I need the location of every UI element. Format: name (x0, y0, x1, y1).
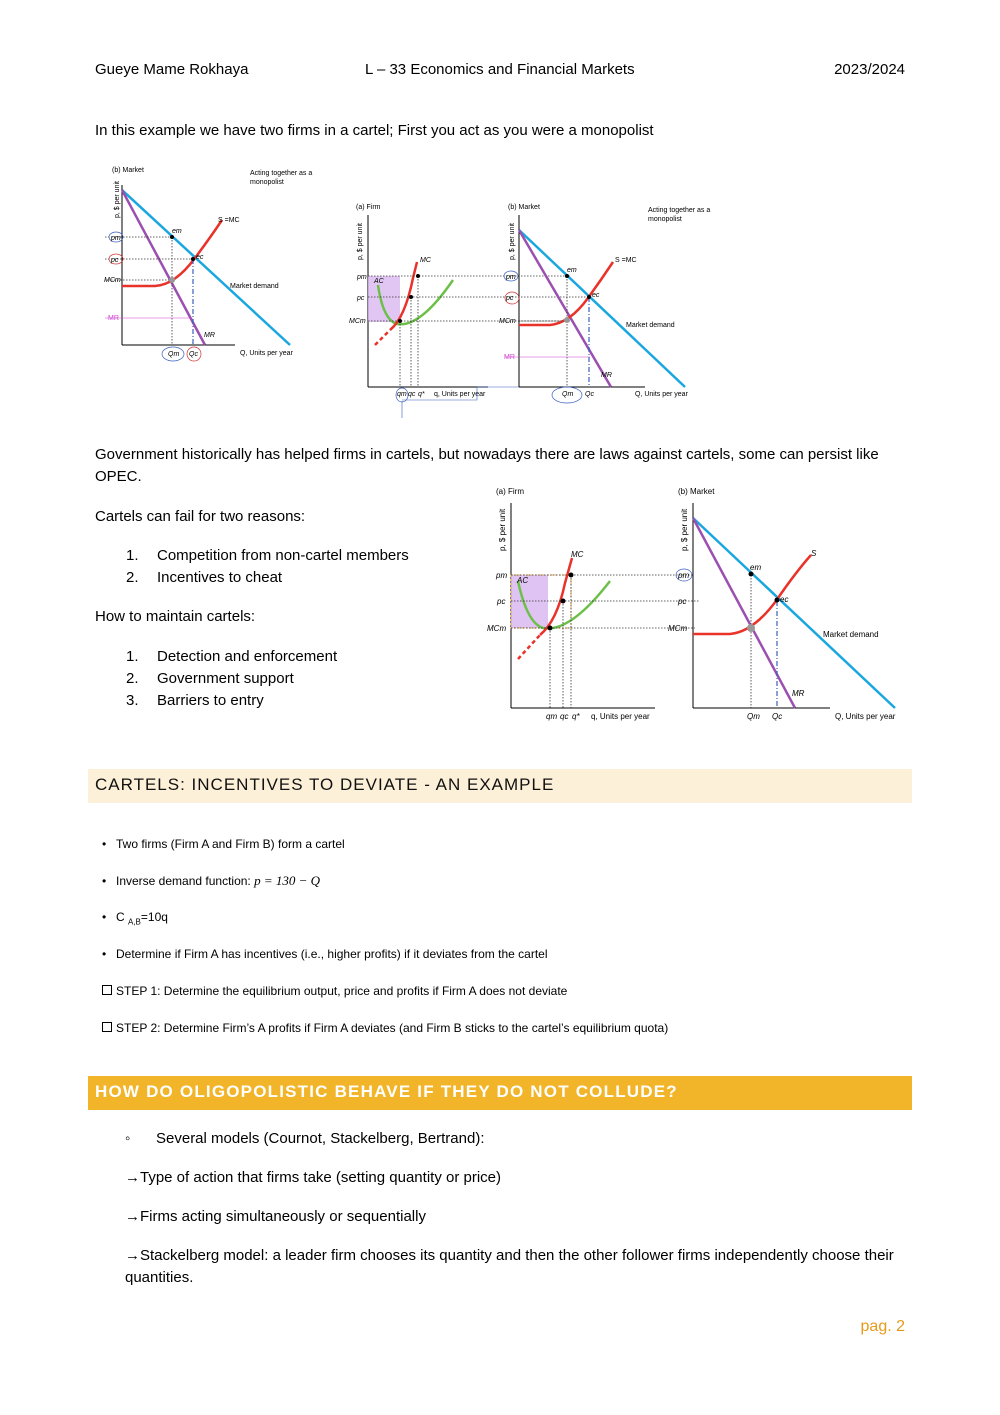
svg-text:ec: ec (592, 292, 600, 299)
svg-text:pc: pc (678, 597, 687, 606)
svg-text:Qm: Qm (562, 391, 574, 398)
svg-text:pm: pm (357, 274, 367, 281)
svg-text:Market demand: Market demand (230, 283, 279, 290)
models-bullet: ◦ Several models (Cournot, Stackelberg, Bertrand): (125, 1130, 485, 1147)
svg-text:MCm: MCm (349, 318, 366, 325)
svg-text:AC: AC (374, 278, 384, 285)
svg-text:p, $ per unit: p, $ per unit (357, 223, 364, 260)
svg-text:p, $ per unit: p, $ per unit (680, 508, 689, 551)
svg-text:q*: q* (572, 712, 580, 721)
svg-text:qc: qc (560, 712, 569, 721)
svg-text:S: S (811, 549, 817, 558)
svg-text:pm: pm (678, 571, 690, 580)
example-bullet-3: • C $_{A,B}$=10q (102, 910, 168, 927)
svg-text:MR: MR (792, 689, 805, 698)
svg-text:q*: q* (418, 391, 425, 398)
svg-text:qm: qm (546, 712, 558, 721)
svg-text:p, $ per unit: p, $ per unit (509, 223, 516, 260)
figure-firm-market-monopolist (345, 200, 725, 422)
svg-text:MCm: MCm (487, 624, 507, 633)
fig1-ylabel: p, $ per unit (114, 181, 121, 218)
svg-text:MR: MR (601, 372, 612, 379)
maintain-text: How to maintain cartels: (95, 608, 256, 625)
svg-text:(b) Market: (b) Market (508, 204, 540, 211)
svg-text:(b) Market: (b) Market (678, 487, 715, 496)
svg-text:Q, Units per year: Q, Units per year (635, 391, 688, 398)
list-item: 2. Government support (126, 670, 294, 687)
svg-text:MR: MR (504, 354, 515, 361)
header-author: Gueye Mame Rokhaya (95, 61, 249, 78)
svg-text:pc: pc (111, 257, 119, 264)
svg-text:MC: MC (420, 257, 431, 264)
header-course: L – 33 Economics and Financial Markets (365, 61, 635, 78)
svg-text:qm: qm (397, 391, 407, 398)
example-bullet-2: • Inverse demand function: p = 130 − Q (102, 873, 321, 888)
fig1-demand-line (122, 190, 290, 345)
svg-text:MR: MR (108, 315, 119, 322)
section-heading-cartels: CARTELS: INCENTIVES TO DEVIATE - AN EXAMPLE (88, 769, 912, 803)
svg-text:em: em (172, 228, 182, 235)
svg-text:em: em (567, 267, 577, 274)
models-arrow-2: →Firms acting simultaneously or sequentially (125, 1208, 426, 1225)
svg-text:q, Units per year: q, Units per year (434, 391, 486, 398)
section-heading-oligopoly: HOW DO OLIGOPOLISTIC BEHAVE IF THEY DO NOT COLLUDE? (88, 1076, 912, 1110)
models-arrow-1: →Type of action that firms take (setting quantity or price) (125, 1169, 501, 1186)
svg-text:Qc: Qc (772, 712, 783, 721)
header-year: 2023/2024 (834, 61, 905, 78)
svg-text:Q, Units per year: Q, Units per year (240, 350, 293, 357)
svg-text:MCm: MCm (668, 624, 688, 633)
svg-text:monopolist: monopolist (648, 216, 682, 223)
svg-text:(a) Firm: (a) Firm (356, 204, 381, 211)
svg-text:qc: qc (408, 391, 416, 398)
svg-text:Market demand: Market demand (823, 630, 879, 639)
svg-text:em: em (750, 563, 762, 572)
svg-text:AC: AC (517, 576, 529, 585)
list-item: 1. Competition from non-cartel members (126, 547, 409, 564)
models-arrow-3: →Stackelberg model: a leader firm chooses its quantity and then the other follower firms independently choose their quantities. (125, 1247, 894, 1286)
fig1-note-1: Acting together as a (250, 170, 313, 177)
svg-text:Q, Units per year: Q, Units per year (835, 712, 896, 721)
checkbox-icon (102, 985, 112, 995)
svg-text:pm: pm (111, 235, 121, 242)
svg-text:Qc: Qc (189, 351, 198, 358)
fail-text: Cartels can fail for two reasons: (95, 508, 306, 525)
list-item: 1. Detection and enforcement (126, 648, 338, 665)
figure-firm-market-cartel (485, 483, 910, 728)
svg-text:pm: pm (506, 274, 516, 281)
svg-text:ec: ec (196, 254, 204, 261)
intro-text: In this example we have two firms in a cartel; First you act as you were a monopolist (95, 122, 654, 139)
figure-market-monopolist (100, 160, 320, 365)
svg-text:pc: pc (497, 597, 506, 606)
svg-text:Qm: Qm (747, 712, 760, 721)
maintain-list (97, 646, 337, 712)
svg-text:pm: pm (496, 571, 508, 580)
example-bullet-1: • Two firms (Firm A and Firm B) form a cartel (102, 837, 345, 851)
fig1-note-2: monopolist (250, 179, 284, 186)
list-item: 3. Barriers to entry (126, 692, 264, 709)
svg-text:MR: MR (204, 332, 215, 339)
page-number: pag. 2 (860, 1318, 905, 1335)
svg-text:q, Units per year: q, Units per year (591, 712, 650, 721)
svg-text:Market demand: Market demand (626, 322, 675, 329)
svg-text:MCm: MCm (499, 318, 516, 325)
svg-text:S =MC: S =MC (218, 217, 240, 224)
svg-text:Qc: Qc (585, 391, 594, 398)
svg-text:Qm: Qm (168, 351, 180, 358)
svg-text:(a) Firm: (a) Firm (496, 487, 524, 496)
fail-list (97, 545, 409, 589)
fig1-panel-label: (b) Market (112, 167, 144, 174)
svg-text:pc: pc (506, 295, 514, 302)
svg-text:MCm: MCm (104, 277, 121, 284)
svg-text:Acting together as a: Acting together as a (648, 207, 711, 214)
checkbox-icon (102, 1022, 112, 1032)
svg-text:ec: ec (780, 595, 789, 604)
svg-text:pc: pc (357, 295, 365, 302)
svg-text:MC: MC (571, 550, 584, 559)
svg-text:p, $ per unit: p, $ per unit (498, 508, 507, 551)
list-item: 2. Incentives to cheat (126, 569, 283, 586)
example-step-2: STEP 2: Determine Firm’s A profits if Firm A deviates (and Firm B sticks to the cartel’s equilibrium quota) (102, 1021, 668, 1035)
gov-text: Government historically has helped firms in cartels, but nowadays there are laws against cartels, some can persist like OPEC. (95, 446, 879, 485)
example-step-1: STEP 1: Determine the equilibrium output, price and profits if Firm A does not deviate (102, 984, 567, 998)
example-bullet-4: • Determine if Firm A has incentives (i.e., higher profits) if it deviates from the cartel (102, 947, 548, 961)
svg-text:S =MC: S =MC (615, 257, 637, 264)
